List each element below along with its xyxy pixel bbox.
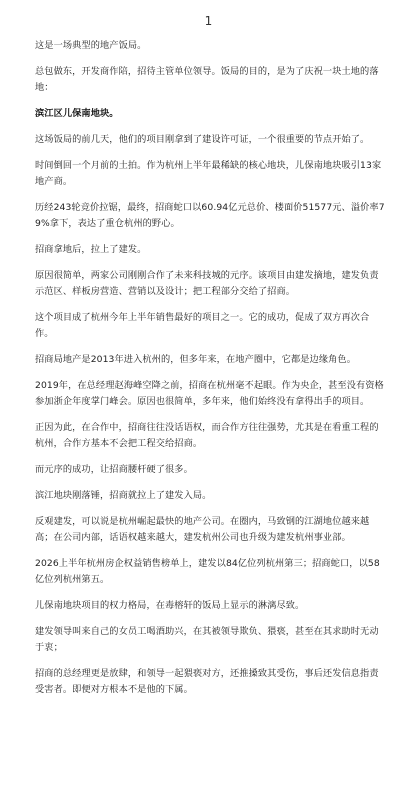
paragraph: 时间倒回一个月前的土拍。作为杭州上半年最稀缺的核心地块，儿保南地块吸引13家地产商。: [35, 160, 382, 187]
paragraph: 滨江地块刚落锤，招商就拉上了建发入局。: [35, 490, 212, 501]
paragraph: 这个项目成了杭州今年上半年销售最好的项目之一。它的成功，促成了双方再次合作。: [35, 312, 370, 339]
paragraph: 2019年，在总经理赵海峰空降之前，招商在杭州毫不起眼。作为央企，甚至没有资格参加浙企年度掌门峰会。原因也很简单，多年来，他们始终没有拿得出手的项目。: [35, 380, 384, 407]
paragraph: 总包做东，开发商作陪，招待主管单位领导。饭局的目的，是为了庆祝一块土地的落地：: [35, 66, 379, 93]
paragraph: 历经243轮竞价拉锯，最终，招商蛇口以60.94亿元总价、楼面价51577元、溢价率79%拿下，表达了重仓杭州的野心。: [35, 202, 385, 229]
paragraph: 而元序的成功，让招商腰杆硬了很多。: [35, 464, 193, 475]
document-body: [35, 38, 385, 708]
paragraph: 原因很简单，两家公司刚刚合作了未来科技城的元序。该项目由建发摘地，建发负责示范区、样板房营造、营销以及设计；把工程部分交给了招商。: [35, 270, 379, 297]
paragraph: 反观建发，可以说是杭州崛起最快的地产公司。在圈内，马致钢的江湖地位越来越高；在公司内部，话语权越来越大，建发杭州公司也升级为建发杭州事业部。: [35, 516, 370, 543]
paragraph: 建发领导叫来自己的女员工喝酒助兴，在其被领导欺负、猥亵，甚至在其求助时无动于衷；: [35, 626, 379, 653]
paragraph: 这是一场典型的地产饭局。: [35, 40, 147, 51]
paragraph: 儿保南地块项目的权力格局，在毒榕轩的饭局上显示的淋漓尽致。: [35, 600, 305, 611]
paragraph: 正因为此，在合作中，招商往往没话语权，而合作方往往强势，尤其是在看重工程的杭州，合作方基本不会把工程交给招商。: [35, 422, 379, 449]
paragraph: 2026上半年杭州房企权益销售榜单上，建发以84亿位列杭州第三；招商蛇口，以58亿位列杭州第五。: [35, 558, 380, 585]
paragraph: 招商的总经理更是放肆，和领导一起猥亵对方，还推搡致其受伤，事后还发信息指责受害者。即便对方根本不是他的下属。: [35, 668, 379, 695]
paragraph: 招商局地产是2013年进入杭州的，但多年来，在地产圈中，它都是边缘角色。: [35, 354, 356, 365]
paragraph: 这场饭局的前几天，他们的项目刚拿到了建设许可证，一个很重要的节点开始了。: [35, 134, 370, 145]
page-number: 1: [204, 14, 213, 28]
section-heading: 滨江区儿保南地块。: [35, 108, 119, 119]
paragraph: 招商拿地后，拉上了建发。: [35, 244, 147, 255]
